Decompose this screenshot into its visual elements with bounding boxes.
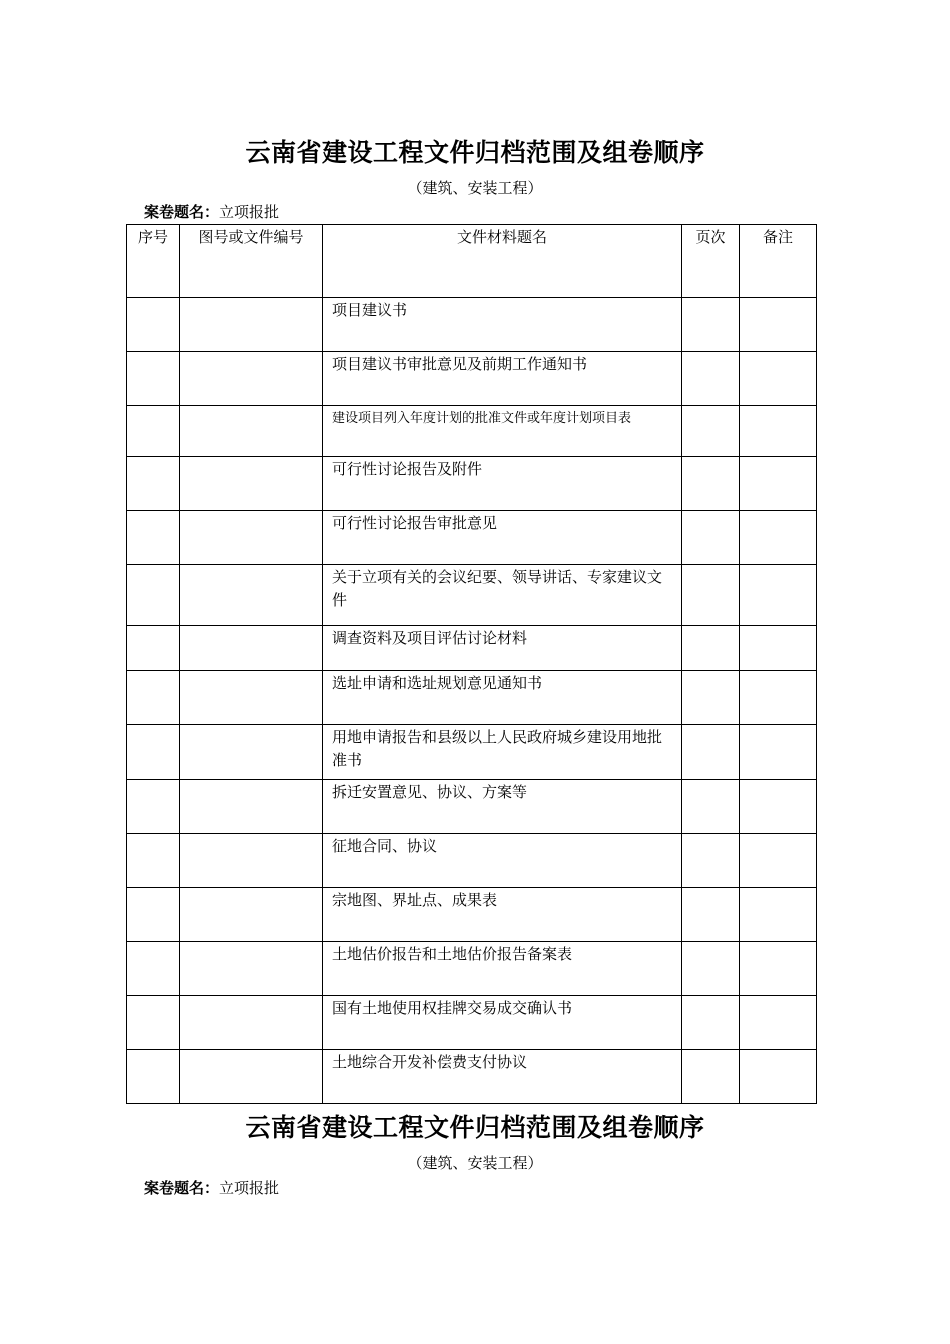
cell-code	[180, 725, 323, 780]
cell-note	[740, 888, 817, 942]
table-row	[127, 352, 817, 406]
second-volume-title-label: 案卷题名：	[144, 1179, 220, 1197]
cell-code	[180, 996, 323, 1050]
cell-note	[740, 298, 817, 352]
table-row	[127, 942, 817, 996]
cell-code	[180, 298, 323, 352]
second-page-title: 云南省建设工程文件归档范围及组卷顺序	[245, 1113, 705, 1142]
table-header-row	[127, 225, 817, 298]
cell-no	[127, 565, 180, 626]
column-header-title: 文件材料题名	[323, 225, 682, 298]
cell-code	[180, 780, 323, 834]
table-row	[127, 671, 817, 725]
table-row	[127, 834, 817, 888]
table-row	[127, 298, 817, 352]
cell-note	[740, 406, 817, 457]
cell-pages	[682, 780, 740, 834]
cell-note	[740, 671, 817, 725]
cell-no	[127, 1050, 180, 1104]
cell-no	[127, 511, 180, 565]
cell-no	[127, 942, 180, 996]
cell-title: 可行性讨论报告审批意见	[323, 511, 682, 565]
cell-no	[127, 626, 180, 671]
cell-pages	[682, 888, 740, 942]
cell-code	[180, 942, 323, 996]
cell-code	[180, 834, 323, 888]
cell-note	[740, 725, 817, 780]
page-subtitle: （建筑、安装工程）	[407, 179, 543, 197]
cell-no	[127, 406, 180, 457]
cell-pages	[682, 457, 740, 511]
second-volume-title-value: 立项报批	[219, 1179, 280, 1197]
cell-title: 征地合同、协议	[323, 834, 682, 888]
cell-code	[180, 457, 323, 511]
archive-table	[126, 224, 817, 1104]
cell-no	[127, 671, 180, 725]
table-row	[127, 406, 817, 457]
second-volume-title	[144, 1177, 279, 1198]
cell-title: 关于立项有关的会议纪要、领导讲话、专家建议文件	[323, 565, 682, 626]
cell-title: 项目建议书审批意见及前期工作通知书	[323, 352, 682, 406]
cell-title: 建设项目列入年度计划的批准文件或年度计划项目表	[323, 406, 682, 457]
cell-title: 调查资料及项目评估讨论材料	[323, 626, 682, 671]
cell-pages	[682, 1050, 740, 1104]
cell-title: 宗地图、界址点、成果表	[323, 888, 682, 942]
page-title: 云南省建设工程文件归档范围及组卷顺序	[245, 138, 705, 167]
cell-note	[740, 1050, 817, 1104]
cell-title: 用地申请报告和县级以上人民政府城乡建设用地批准书	[323, 725, 682, 780]
cell-pages	[682, 671, 740, 725]
cell-pages	[682, 298, 740, 352]
cell-no	[127, 780, 180, 834]
cell-no	[127, 834, 180, 888]
cell-no	[127, 298, 180, 352]
table-row	[127, 1050, 817, 1104]
cell-no	[127, 725, 180, 780]
cell-code	[180, 626, 323, 671]
cell-title: 国有土地使用权挂牌交易成交确认书	[323, 996, 682, 1050]
cell-title: 选址申请和选址规划意见通知书	[323, 671, 682, 725]
volume-title-label: 案卷题名：	[144, 203, 220, 221]
cell-note	[740, 942, 817, 996]
cell-note	[740, 780, 817, 834]
cell-note	[740, 996, 817, 1050]
table-row	[127, 725, 817, 780]
cell-code	[180, 352, 323, 406]
second-page-subtitle: （建筑、安装工程）	[407, 1154, 543, 1172]
cell-pages	[682, 834, 740, 888]
table-row	[127, 511, 817, 565]
cell-no	[127, 352, 180, 406]
cell-no	[127, 457, 180, 511]
cell-code	[180, 565, 323, 626]
cell-pages	[682, 565, 740, 626]
cell-title: 土地综合开发补偿费支付协议	[323, 1050, 682, 1104]
cell-code	[180, 406, 323, 457]
cell-note	[740, 565, 817, 626]
cell-pages	[682, 511, 740, 565]
column-header-code: 图号或文件编号	[180, 225, 323, 298]
cell-pages	[682, 942, 740, 996]
table-row	[127, 626, 817, 671]
cell-note	[740, 834, 817, 888]
cell-code	[180, 1050, 323, 1104]
cell-note	[740, 457, 817, 511]
volume-title	[144, 201, 279, 222]
cell-pages	[682, 406, 740, 457]
cell-no	[127, 996, 180, 1050]
cell-pages	[682, 352, 740, 406]
table-row	[127, 888, 817, 942]
cell-title: 可行性讨论报告及附件	[323, 457, 682, 511]
cell-no	[127, 888, 180, 942]
cell-pages	[682, 725, 740, 780]
table-row	[127, 565, 817, 626]
cell-title: 项目建议书	[323, 298, 682, 352]
cell-code	[180, 888, 323, 942]
volume-title-value: 立项报批	[219, 203, 280, 221]
cell-pages	[682, 996, 740, 1050]
cell-note	[740, 626, 817, 671]
cell-note	[740, 352, 817, 406]
cell-note	[740, 511, 817, 565]
table-row	[127, 780, 817, 834]
table-row	[127, 996, 817, 1050]
cell-title: 拆迁安置意见、协议、方案等	[323, 780, 682, 834]
cell-title: 土地估价报告和土地估价报告备案表	[323, 942, 682, 996]
cell-code	[180, 671, 323, 725]
column-header-pages: 页次	[682, 225, 740, 298]
table-row	[127, 457, 817, 511]
column-header-no: 序号	[127, 225, 180, 298]
cell-pages	[682, 626, 740, 671]
cell-code	[180, 511, 323, 565]
column-header-note: 备注	[740, 225, 817, 298]
